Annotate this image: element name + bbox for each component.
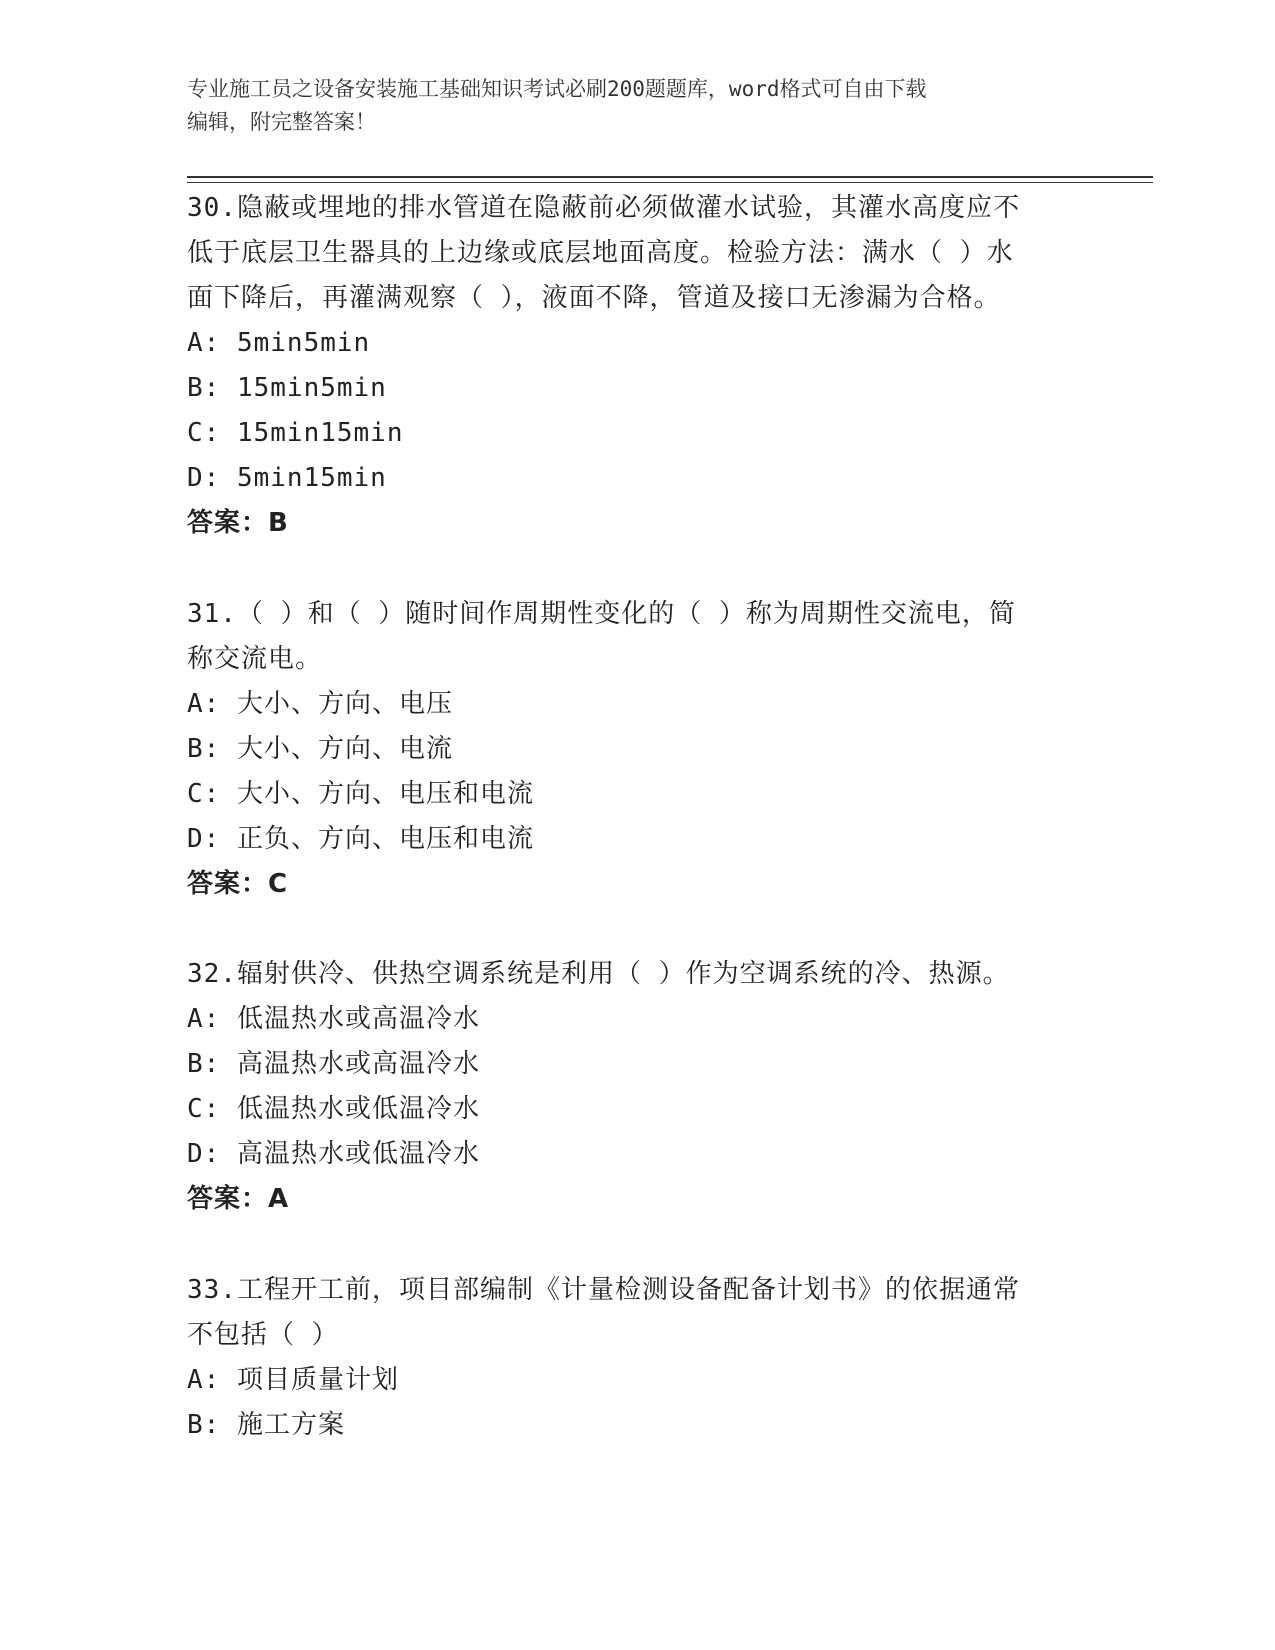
option-c: C: 低温热水或低温冷水 <box>187 1094 480 1124</box>
question-33 <box>187 1268 1067 1448</box>
question-stem-line: 31.（ ）和（ ）随时间作周期性变化的（ ）称为周期性交流电，简 <box>187 599 1016 629</box>
option-a: A: 项目质量计划 <box>187 1365 399 1395</box>
question-stem-line: 30.隐蔽或埋地的排水管道在隐蔽前必须做灌水试验，其灌水高度应不 <box>187 193 1020 223</box>
answer-label: 答案：C <box>187 869 289 899</box>
option-a: A: 5min5min <box>187 328 371 358</box>
option-c: C: 大小、方向、电压和电流 <box>187 779 534 809</box>
option-d: D: 正负、方向、电压和电流 <box>187 824 534 854</box>
option-d: D: 5min15min <box>187 463 387 493</box>
answer-label: 答案：B <box>187 508 289 538</box>
header-line-1: 专业施工员之设备安装施工基础知识考试必刷200题题库，word格式可自由下载 <box>187 77 927 101</box>
header-divider <box>187 176 1153 178</box>
option-a: A: 低温热水或高温冷水 <box>187 1004 480 1034</box>
option-b: B: 大小、方向、电流 <box>187 734 453 764</box>
option-a: A: 大小、方向、电压 <box>187 689 453 719</box>
question-32 <box>187 952 1067 1222</box>
document-header <box>187 73 1067 139</box>
header-divider-thin <box>187 182 1153 183</box>
header-line-2: 编辑，附完整答案！ <box>187 110 376 134</box>
option-b: B: 施工方案 <box>187 1410 345 1440</box>
question-stem-line: 不包括（ ） <box>187 1320 339 1350</box>
question-stem-line: 低于底层卫生器具的上边缘或底层地面高度。检验方法：满水（ ）水 <box>187 238 1014 268</box>
option-d: D: 高温热水或低温冷水 <box>187 1139 480 1169</box>
question-stem-line: 称交流电。 <box>187 644 323 674</box>
question-30 <box>187 186 1067 546</box>
question-stem-line: 33.工程开工前，项目部编制《计量检测设备配备计划书》的依据通常 <box>187 1275 1020 1305</box>
option-b: B: 15min5min <box>187 373 387 403</box>
question-31 <box>187 592 1067 907</box>
option-c: C: 15min15min <box>187 418 404 448</box>
answer-label: 答案：A <box>187 1184 290 1214</box>
option-b: B: 高温热水或高温冷水 <box>187 1049 480 1079</box>
question-stem-line: 面下降后，再灌满观察（ ），液面不降，管道及接口无渗漏为合格。 <box>187 283 1001 313</box>
question-stem-line: 32.辐射供冷、供热空调系统是利用（ ）作为空调系统的冷、热源。 <box>187 959 1010 989</box>
